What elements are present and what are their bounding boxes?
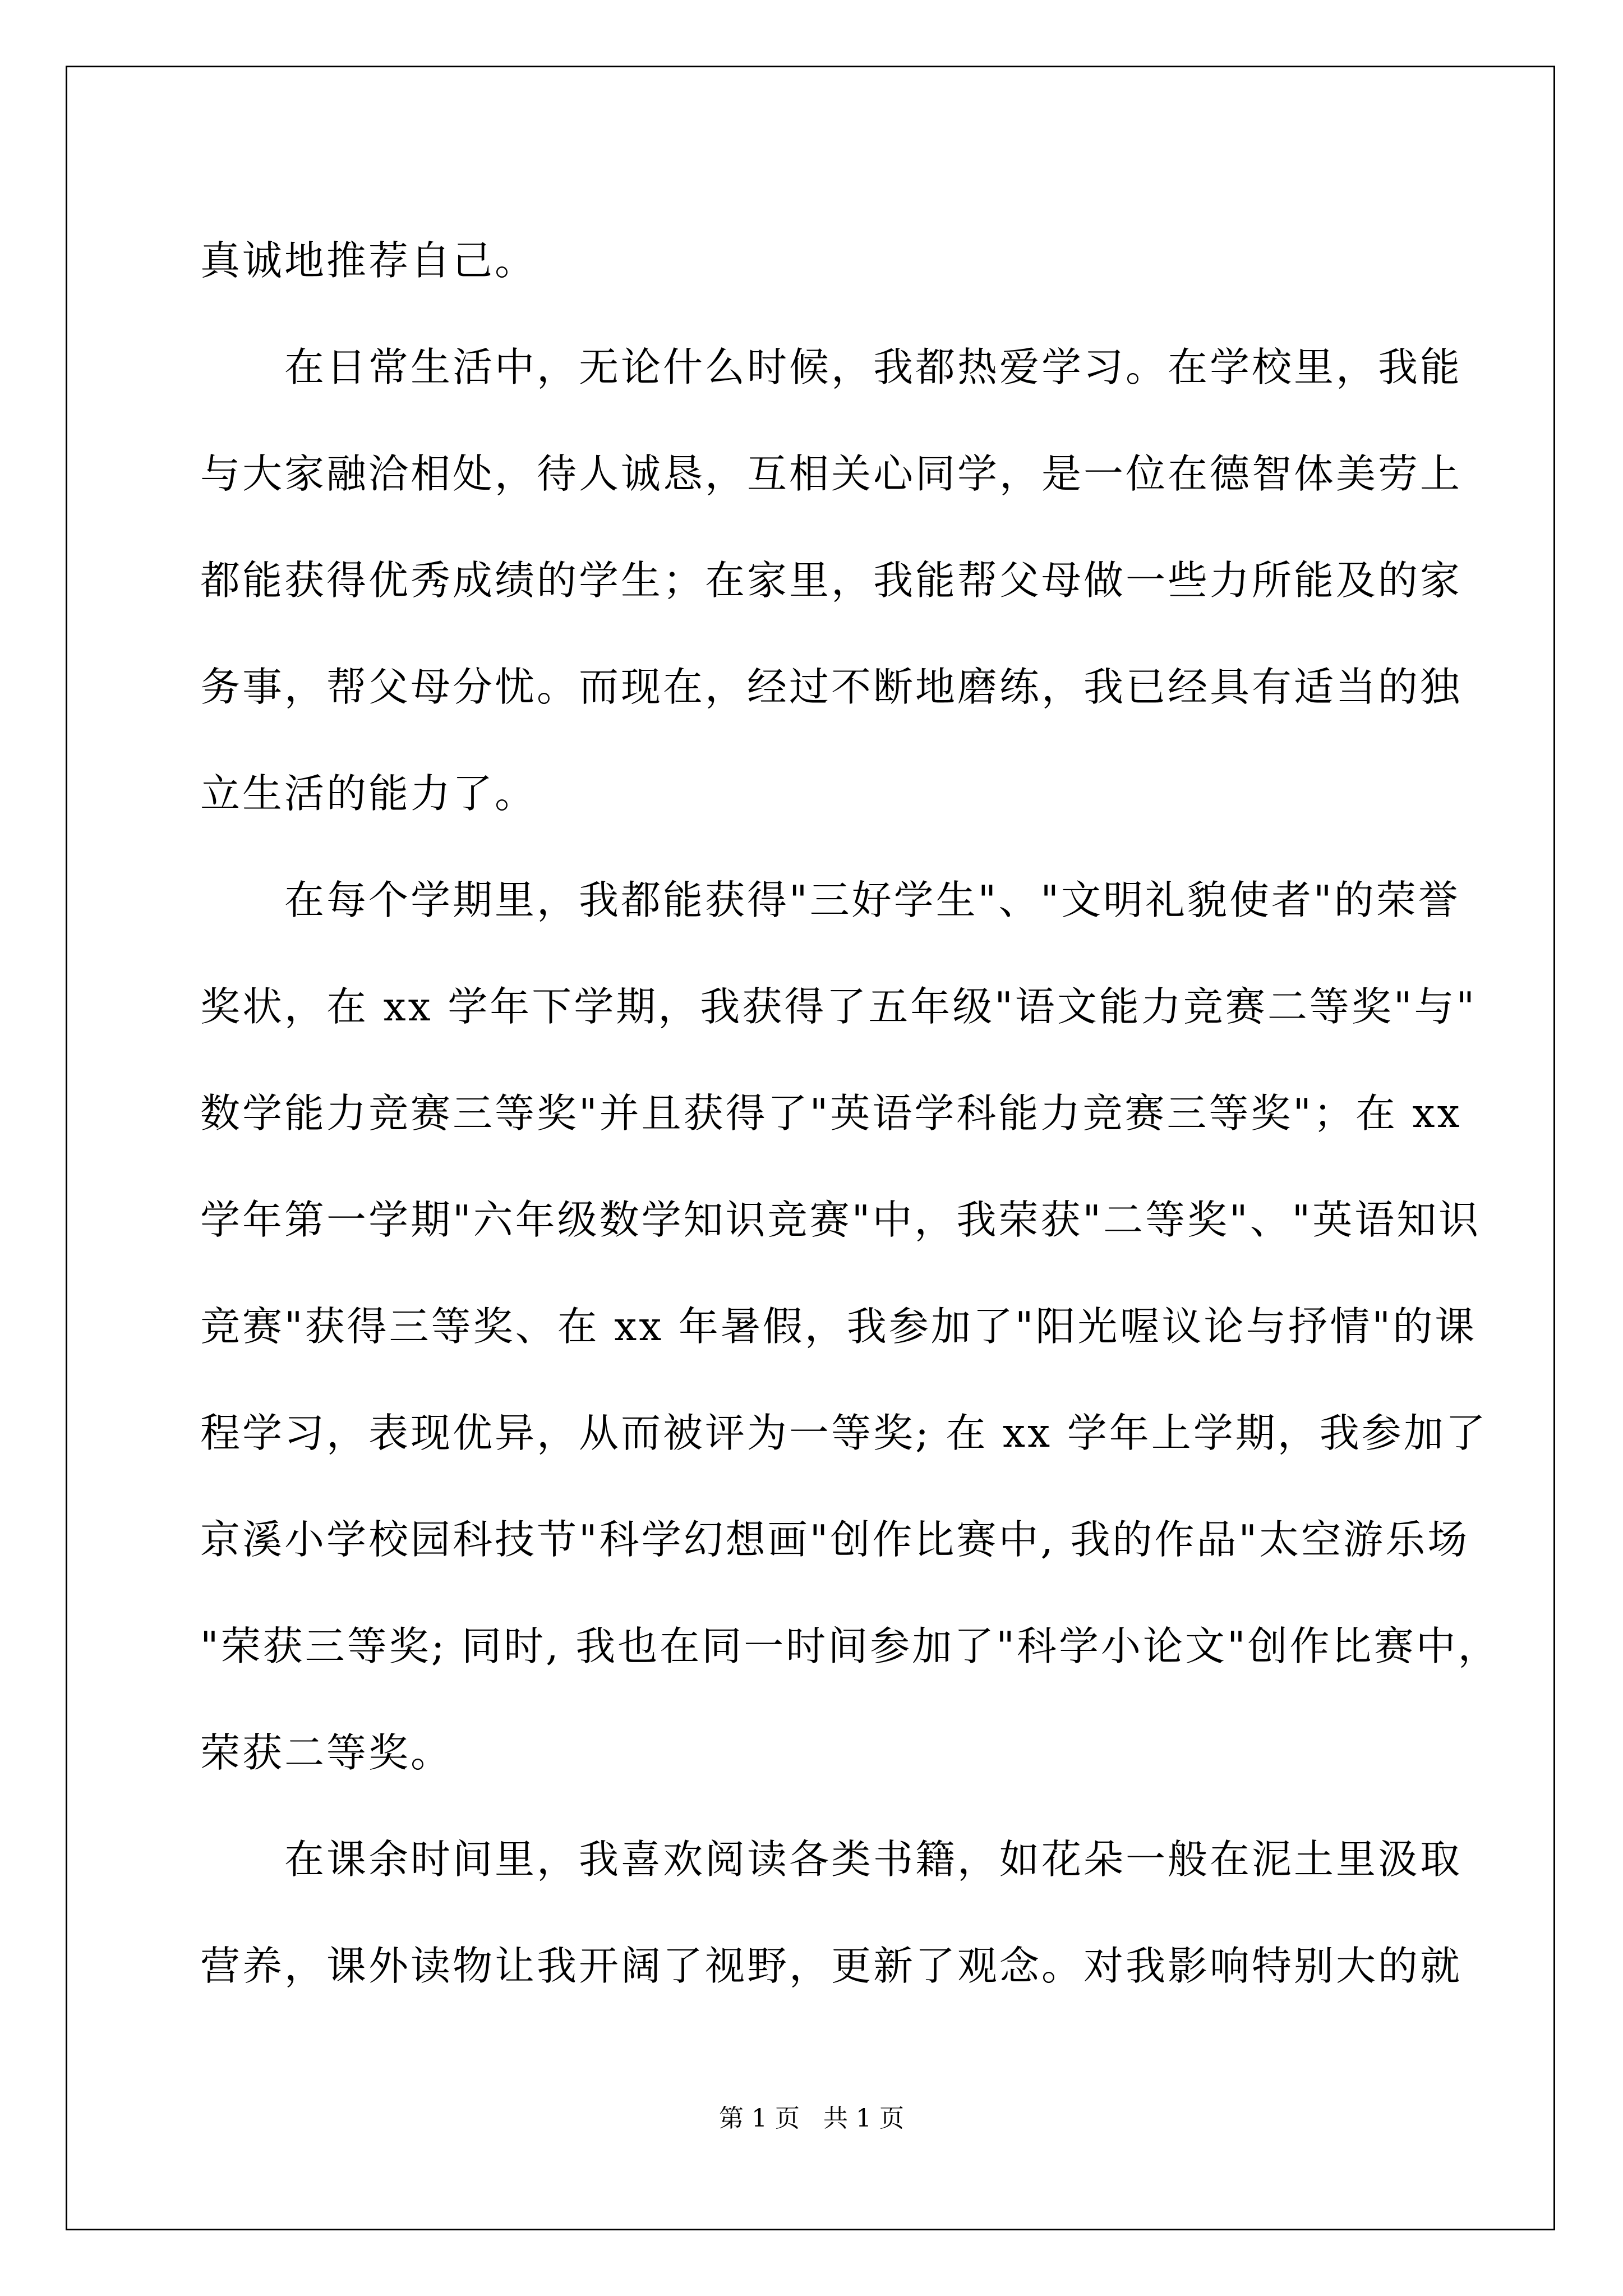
document-body [200,208,1500,2019]
text-line: 在课余时间里，我喜欢阅读各类书籍，如花朵一般在泥土里汲取 [284,1836,1463,1883]
text-line: 务事，帮父母分忧。而现在，经过不断地磨练，我已经具有适当的独 [200,664,1463,710]
text-line: 都能获得优秀成绩的学生；在家里，我能帮父母做一些力所能及的家 [200,557,1463,604]
text-line: 京溪小学校园科技节"科学幻想画"创作比赛中, 我的作品"太空游乐场 [200,1516,1470,1563]
text-line: 在日常生活中，无论什么时候，我都热爱学习。在学校里，我能 [284,344,1463,390]
text-line: 在每个学期里，我都能获得"三好学生"、"文明礼貌使者"的荣誉 [284,877,1460,923]
text-line: 荣获二等奖。 [200,1729,453,1776]
text-line: 竞赛"获得三等奖、在 xx 年暑假，我参加了"阳光喔议论与抒情"的课 [200,1303,1477,1350]
text-line: 数学能力竞赛三等奖"并且获得了"英语学科能力竞赛三等奖"；在 xx [200,1090,1462,1137]
text-line: 立生活的能力了。 [200,770,537,817]
page-footer: 第 1 页 共 1 页 [719,2104,904,2133]
text-line: 与大家融洽相处，待人诚恳，互相关心同学，是一位在德智体美劳上 [200,450,1463,497]
text-line: 奖状，在 xx 学年下学期，我获得了五年级"语文能力竞赛二等奖"与" [200,983,1477,1030]
text-line: "荣获三等奖; 同时, 我也在同一时间参加了"科学小论文"创作比赛中， [200,1623,1500,1669]
text-line: 真诚地推荐自己。 [200,237,537,284]
text-line: 营养，课外读物让我开阔了视野，更新了观念。对我影响特别大的就 [200,1943,1463,1989]
text-line: 程学习，表现优异，从而被评为一等奖; 在 xx 学年上学期，我参加了 [200,1410,1488,1456]
text-line: 学年第一学期"六年级数学知识竞赛"中，我荣获"二等奖"、"英语知识 [200,1197,1481,1243]
